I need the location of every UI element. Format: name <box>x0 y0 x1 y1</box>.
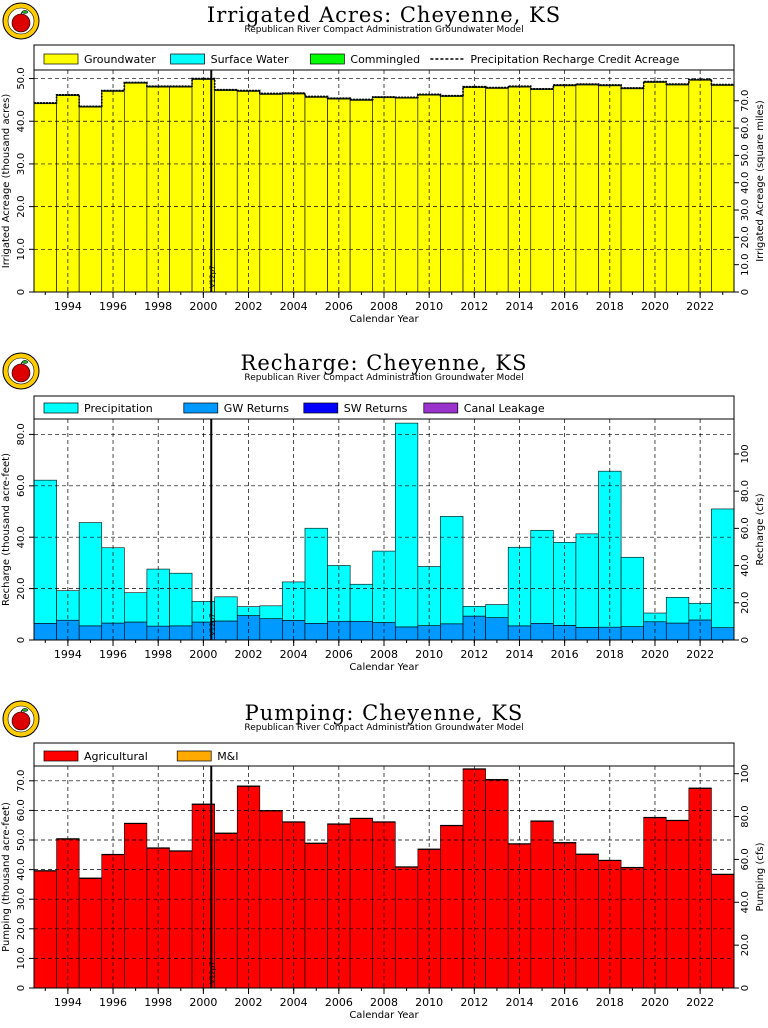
x-tick-label: 2012 <box>460 300 489 313</box>
recharge-chart <box>0 388 768 688</box>
y2-tick-label: 40.0 <box>740 554 751 577</box>
x-tick-label: 1996 <box>99 996 128 1009</box>
bar-groundwater <box>305 97 328 292</box>
bar-precipitation <box>215 597 238 621</box>
x-tick-label: 2004 <box>279 300 308 313</box>
bar-precipitation <box>169 573 192 626</box>
x-tick-label: 2018 <box>595 648 624 661</box>
bar-m-i <box>34 870 57 871</box>
legend-swatch <box>424 403 458 413</box>
x-tick-label: 2022 <box>686 996 715 1009</box>
x-tick-label: 1994 <box>53 300 82 313</box>
legend-label: Agricultural <box>84 750 148 763</box>
version-marker-label: V12p7 <box>208 613 217 636</box>
bar-gw-returns <box>34 623 57 640</box>
bar-agricultural <box>621 868 644 988</box>
bar-agricultural <box>147 848 170 988</box>
bar-m-i <box>350 818 373 819</box>
legend-label: M&I <box>217 750 239 763</box>
x-tick-label: 1996 <box>99 300 128 313</box>
x-tick-label: 2014 <box>505 300 534 313</box>
x-tick-label: 2008 <box>370 648 398 661</box>
x-tick-label: 2016 <box>550 648 579 661</box>
y-tick-label: 70.0 <box>16 769 27 792</box>
x-tick-label: 1994 <box>53 648 82 661</box>
legend-swatch <box>184 403 218 413</box>
chart-title: Pumping: Cheyenne, KS <box>244 701 524 725</box>
bar-m-i <box>666 820 689 821</box>
y-tick-label: 30.0 <box>16 152 27 176</box>
y2-tick-label: 0 <box>740 636 751 644</box>
y2-axis-label: Recharge (cfs) <box>755 493 766 566</box>
bar-m-i <box>237 786 260 787</box>
bar-gw-returns <box>711 628 734 640</box>
bar-groundwater <box>531 90 554 292</box>
bar-gw-returns <box>169 626 192 640</box>
y2-tick-label: 60.0 <box>740 848 751 871</box>
bar-gw-returns <box>305 623 328 640</box>
bar-groundwater <box>711 85 734 292</box>
bar-gw-returns <box>576 627 599 640</box>
legend-swatch <box>171 54 205 64</box>
x-tick-label: 2016 <box>550 300 579 313</box>
y-tick-label: 0 <box>16 288 27 296</box>
legend <box>44 53 680 66</box>
irrigated-acres-panel <box>0 0 768 345</box>
y2-tick-label: 60.0 <box>740 116 751 140</box>
y2-tick-label: 0 <box>740 288 751 296</box>
y2-tick-label: 20.0 <box>740 591 751 614</box>
legend-label: Canal Leakage <box>463 402 545 415</box>
y-axis-right <box>734 444 751 643</box>
bar-gw-returns <box>124 622 147 640</box>
x-tick-label: 2004 <box>279 996 308 1009</box>
bar-precipitation <box>260 606 283 619</box>
x-tick-label: 2004 <box>279 648 308 661</box>
y-axis-left <box>16 423 34 643</box>
bar-precipitation <box>440 516 463 623</box>
bar-gw-returns <box>666 623 689 640</box>
y2-tick-label: 30.0 <box>740 198 751 222</box>
x-tick-label: 2020 <box>640 996 669 1009</box>
bar-m-i <box>418 849 441 850</box>
y-axis-label: Irrigated Acreage (thousand acres) <box>1 93 12 269</box>
x-tick-label: 2018 <box>595 996 624 1009</box>
x-tick-label: 2010 <box>415 996 444 1009</box>
legend-label: GW Returns <box>223 402 289 415</box>
bar-groundwater <box>621 89 644 292</box>
bar-agricultural <box>418 849 441 988</box>
x-axis-label: Calendar Year <box>349 1010 419 1021</box>
bar-m-i <box>124 823 147 824</box>
pumping-chart <box>0 738 768 1028</box>
y-axis-left <box>16 67 34 295</box>
bar-gw-returns <box>260 619 283 640</box>
legend-swatch <box>44 54 78 64</box>
x-tick-label: 1998 <box>144 648 173 661</box>
bar-precipitation <box>305 528 328 623</box>
bar-gw-returns <box>215 621 238 640</box>
bar-precipitation <box>666 597 689 623</box>
bar-groundwater <box>576 85 599 292</box>
legend <box>44 750 239 763</box>
bar-precipitation <box>711 509 734 628</box>
legend-swatch <box>304 403 338 413</box>
bar-agricultural <box>395 867 418 988</box>
legend-swatch <box>44 403 78 413</box>
bar-gw-returns <box>531 623 554 640</box>
bar-agricultural <box>576 855 599 988</box>
bar-agricultural <box>34 871 57 988</box>
x-tick-label: 2010 <box>415 300 444 313</box>
y-tick-label: 20.0 <box>16 917 27 940</box>
bar-precipitation <box>576 534 599 628</box>
y2-tick-label: 70.0 <box>740 89 751 112</box>
y2-tick-label: 40.0 <box>740 891 751 914</box>
x-tick-label: 2020 <box>640 648 669 661</box>
bar-gw-returns <box>395 627 418 640</box>
x-tick-label: 2018 <box>595 300 624 313</box>
bar-m-i <box>215 833 238 834</box>
y2-tick-label: 80.0 <box>740 480 751 503</box>
x-tick-label: 2022 <box>686 300 715 313</box>
x-tick-label: 2008 <box>370 996 398 1009</box>
y2-tick-label: 40.0 <box>740 171 751 194</box>
irrigated-acres-chart <box>0 40 768 340</box>
bar-m-i <box>395 867 418 868</box>
bar-precipitation <box>621 557 644 626</box>
legend-swatch <box>310 54 344 64</box>
y-axis-label: Pumping (thousand acre-feet) <box>1 802 12 952</box>
y-tick-label: 0 <box>16 636 27 644</box>
bar-groundwater <box>395 98 418 292</box>
y-tick-label: 10.0 <box>16 238 27 261</box>
bar-precipitation <box>395 423 418 627</box>
bar-gw-returns <box>350 621 373 640</box>
bar-m-i <box>553 842 576 843</box>
bar-groundwater <box>260 94 283 292</box>
legend-swatch <box>177 751 211 761</box>
y-tick-label: 30.0 <box>16 888 27 911</box>
bar-m-i <box>711 874 734 875</box>
bar-groundwater <box>350 100 373 292</box>
y2-tick-label: 0 <box>740 984 751 992</box>
bar-gw-returns <box>621 627 644 640</box>
x-tick-label: 2020 <box>640 300 669 313</box>
y-tick-label: 0 <box>16 984 27 992</box>
x-tick-label: 2012 <box>460 648 489 661</box>
chart-subtitle: Republican River Compact Administration Groundwater Model <box>244 373 524 383</box>
bar-precipitation <box>79 523 102 626</box>
pumping-panel <box>0 698 768 1024</box>
y-tick-label: 60.0 <box>16 474 27 497</box>
y2-tick-label: 100 <box>740 764 751 784</box>
y2-tick-label: 20.0 <box>740 934 751 957</box>
y-axis-left <box>16 770 34 992</box>
bar-precipitation <box>531 530 554 623</box>
x-tick-label: 2002 <box>234 300 263 313</box>
bar-groundwater <box>124 83 147 292</box>
chart-title: Recharge: Cheyenne, KS <box>240 351 528 375</box>
y-tick-label: 40.0 <box>16 110 27 133</box>
version-marker-label: V12p7 <box>208 265 217 288</box>
legend-label: Precipitation Recharge Credit Acreage <box>470 53 680 66</box>
x-axis-label: Calendar Year <box>349 314 419 325</box>
y-tick-label: 20.0 <box>16 577 27 600</box>
y2-axis-label: Pumping (cfs) <box>755 842 766 912</box>
bar-m-i <box>102 854 125 855</box>
bar-m-i <box>621 867 644 868</box>
bar-m-i <box>305 843 328 844</box>
y-tick-label: 10.0 <box>16 947 27 970</box>
bar-agricultural <box>711 875 734 988</box>
x-tick-label: 2006 <box>324 300 353 313</box>
recharge-panel <box>0 348 768 693</box>
x-tick-label: 1998 <box>144 300 173 313</box>
y2-tick-label: 50.0 <box>740 144 751 167</box>
bar-agricultural <box>169 851 192 988</box>
x-tick-label: 2002 <box>234 648 263 661</box>
x-tick-label: 2010 <box>415 648 444 661</box>
x-tick-label: 2008 <box>370 300 398 313</box>
y-tick-label: 80.0 <box>16 423 27 446</box>
y-tick-label: 40.0 <box>16 858 27 881</box>
bar-groundwater <box>34 104 57 292</box>
version-marker-label: V12p7 <box>208 961 217 984</box>
y-tick-label: 60.0 <box>16 799 27 822</box>
bar-gw-returns <box>79 626 102 640</box>
bar-agricultural <box>305 844 328 988</box>
bar-precipitation <box>486 605 509 618</box>
legend-label: SW Returns <box>343 402 408 415</box>
y2-tick-label: 10.0 <box>740 253 751 276</box>
bar-m-i <box>486 779 509 780</box>
legend-label: Commingled <box>350 53 421 66</box>
x-tick-label: 2014 <box>505 648 534 661</box>
bar-groundwater <box>666 85 689 292</box>
x-tick-label: 2022 <box>686 648 715 661</box>
x-tick-label: 2006 <box>324 648 353 661</box>
bar-precipitation <box>350 584 373 621</box>
bar-agricultural <box>350 819 373 988</box>
y-axis-right <box>734 90 751 296</box>
y2-tick-label: 100 <box>740 444 751 464</box>
bar-groundwater <box>440 96 463 292</box>
bar-m-i <box>531 821 554 822</box>
x-tick-label: 2002 <box>234 996 263 1009</box>
bar-groundwater <box>169 87 192 292</box>
y2-tick-label: 60.0 <box>740 517 751 540</box>
x-tick-label: 1994 <box>53 996 82 1009</box>
chart-subtitle: Republican River Compact Administration Groundwater Model <box>244 25 524 35</box>
legend-swatch <box>44 751 78 761</box>
x-tick-label: 1996 <box>99 648 128 661</box>
bar-agricultural <box>531 821 554 988</box>
legend-label: Surface Water <box>210 53 289 66</box>
chart-subtitle: Republican River Compact Administration Groundwater Model <box>244 723 524 733</box>
x-axis <box>45 292 722 313</box>
x-axis <box>45 988 722 1009</box>
bar-groundwater <box>486 88 509 292</box>
legend <box>44 402 545 415</box>
x-tick-label: 2006 <box>324 996 353 1009</box>
x-tick-label: 2000 <box>189 300 218 313</box>
bar-agricultural <box>666 821 689 988</box>
chart-title: Irrigated Acres: Cheyenne, KS <box>206 3 562 27</box>
bar-precipitation <box>124 593 147 622</box>
y2-tick-label: 20.0 <box>740 226 751 249</box>
legend-label: Groundwater <box>84 53 156 66</box>
x-tick-label: 2000 <box>189 996 218 1009</box>
bar-m-i <box>79 878 102 879</box>
bar-precipitation <box>34 480 57 623</box>
bar-m-i <box>576 854 599 855</box>
y-tick-label: 50.0 <box>16 67 27 90</box>
x-tick-label: 2016 <box>550 996 579 1009</box>
y-axis-label: Recharge (thousand acre-feet) <box>1 453 12 606</box>
y2-axis-label: Irrigated Acreage (square miles) <box>755 100 766 262</box>
x-tick-label: 2000 <box>189 648 218 661</box>
bar-groundwater <box>215 90 238 292</box>
bar-groundwater <box>79 107 102 292</box>
bar-m-i <box>440 825 463 826</box>
y-axis-right <box>734 764 751 991</box>
bar-agricultural <box>124 824 147 988</box>
bar-gw-returns <box>440 624 463 640</box>
bar-agricultural <box>215 833 238 988</box>
y-tick-label: 40.0 <box>16 526 27 549</box>
x-tick-label: 1998 <box>144 996 173 1009</box>
bar-agricultural <box>440 826 463 988</box>
y2-tick-label: 80.0 <box>740 805 751 828</box>
y-tick-label: 50.0 <box>16 828 27 852</box>
x-axis <box>45 640 722 661</box>
x-tick-label: 2014 <box>505 996 534 1009</box>
bar-gw-returns <box>486 618 509 640</box>
y-tick-label: 20.0 <box>16 195 27 218</box>
bar-agricultural <box>486 780 509 988</box>
bar-m-i <box>147 848 170 849</box>
bar-agricultural <box>79 878 102 988</box>
bar-m-i <box>169 851 192 852</box>
legend-label: Precipitation <box>84 402 153 415</box>
x-axis-label: Calendar Year <box>349 662 419 673</box>
x-tick-label: 2012 <box>460 996 489 1009</box>
